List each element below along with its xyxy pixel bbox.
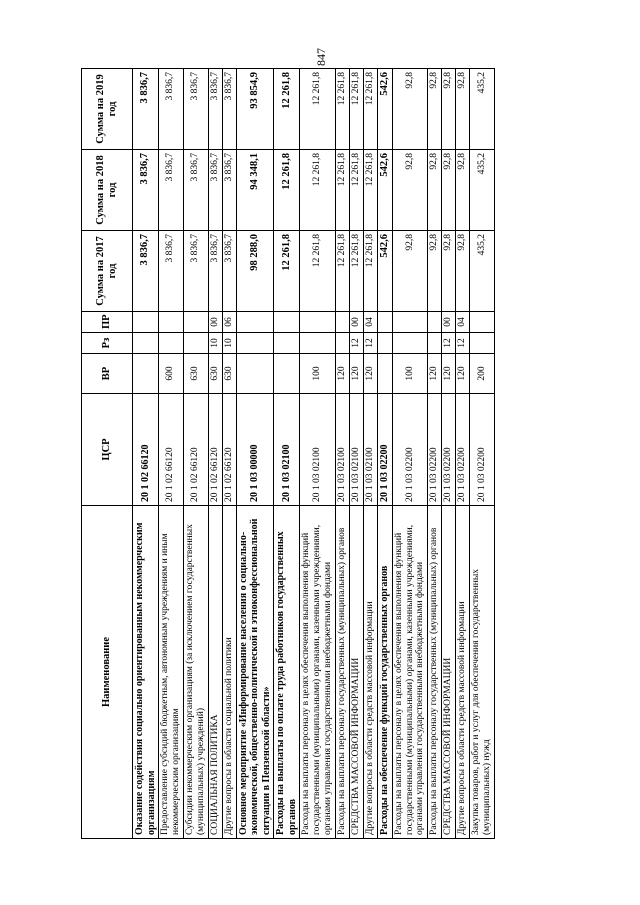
table-cell-pr (335, 312, 349, 333)
table-cell-name: Предоставление субсидий бюджетным, автономным учреждениям и иным некоммерческим организациям (159, 506, 184, 839)
header-sum-2019: Сумма на 2019 год (82, 69, 133, 150)
table-cell-csr: 20 1 03 02100 (335, 394, 349, 506)
table-cell-sum-2017: 12 261,8 (349, 231, 363, 312)
table-cell-rz (300, 333, 336, 354)
table-cell-vr: 100 (392, 354, 428, 394)
table-cell-sum-2018: 92,8 (392, 150, 428, 231)
table-cell-csr: 20 1 02 66120 (159, 394, 184, 506)
table-cell-name: Расходы на обеспечение функций государственных органов (377, 506, 392, 839)
table-cell-sum-2018: 12 261,8 (349, 150, 363, 231)
budget-table (81, 68, 495, 839)
table-cell-sum-2017: 92,8 (428, 231, 442, 312)
table-cell-name: Оказание содействия социально ориентированным некоммерческим организациям (133, 506, 159, 839)
table-cell-name: Закупка товаров, работ и услуг для обеспечения государственных (муниципальных) нужд (470, 506, 495, 839)
table-body (133, 69, 495, 839)
table-cell-vr (236, 354, 274, 394)
table-cell-name: Субсидии некоммерческим организациям (за исключением государственных (муниципальных) учреждений) (183, 506, 208, 839)
table-cell-pr (159, 312, 184, 333)
table-cell-sum-2018: 92,8 (428, 150, 442, 231)
table-row (300, 69, 336, 839)
table-cell-sum-2018: 12 261,8 (274, 150, 300, 231)
table-row (349, 69, 363, 839)
table-cell-sum-2017: 92,8 (442, 231, 456, 312)
table-cell-sum-2017: 92,8 (392, 231, 428, 312)
table-cell-sum-2019: 92,8 (428, 69, 442, 150)
table-row (392, 69, 428, 839)
table-row (442, 69, 456, 839)
table-row (208, 69, 222, 839)
table-cell-vr: 120 (363, 354, 377, 394)
table-cell-csr: 20 1 03 02200 (392, 394, 428, 506)
table-cell-vr: 630 (183, 354, 208, 394)
table-cell-csr: 20 1 02 66120 (222, 394, 236, 506)
header-vr: ВР (82, 354, 133, 394)
table-container (81, 69, 568, 839)
table-cell-csr: 20 1 03 02100 (363, 394, 377, 506)
table-cell-rz: 12 (363, 333, 377, 354)
header-sum-2018: Сумма на 2018 год (82, 150, 133, 231)
table-cell-sum-2019: 3 836,7 (159, 69, 184, 150)
table-cell-rz: 12 (349, 333, 363, 354)
table-cell-csr: 20 1 02 66120 (133, 394, 159, 506)
table-cell-pr: 04 (363, 312, 377, 333)
table-cell-vr: 120 (428, 354, 442, 394)
table-cell-csr: 20 1 03 02100 (300, 394, 336, 506)
table-cell-sum-2019: 12 261,8 (363, 69, 377, 150)
table-cell-sum-2019: 3 836,7 (133, 69, 159, 150)
table-cell-csr: 20 1 03 02100 (274, 394, 300, 506)
table-row (236, 69, 274, 839)
table-cell-pr: 00 (208, 312, 222, 333)
table-cell-sum-2018: 3 836,7 (183, 150, 208, 231)
table-row (183, 69, 208, 839)
table-cell-name: Другие вопросы в области средств массовой информации (363, 506, 377, 839)
table-cell-sum-2019: 3 836,7 (208, 69, 222, 150)
table-cell-sum-2017: 3 836,7 (183, 231, 208, 312)
table-cell-sum-2018: 3 836,7 (159, 150, 184, 231)
table-cell-csr: 20 1 03 00000 (236, 394, 274, 506)
header-pr: ПР (82, 312, 133, 333)
table-cell-vr (377, 354, 392, 394)
table-cell-sum-2017: 12 261,8 (274, 231, 300, 312)
table-cell-rz (236, 333, 274, 354)
table-cell-vr: 630 (208, 354, 222, 394)
table-row (456, 69, 470, 839)
table-cell-sum-2017: 542,6 (377, 231, 392, 312)
table-cell-name: Расходы на выплаты по оплате труда работников государственных органов (274, 506, 300, 839)
table-cell-name: Расходы на выплаты персоналу государственных (муниципальных) органов (335, 506, 349, 839)
table-cell-pr (428, 312, 442, 333)
table-cell-rz: 12 (456, 333, 470, 354)
table-cell-rz (470, 333, 495, 354)
table-cell-sum-2019: 3 836,7 (183, 69, 208, 150)
table-cell-csr: 20 1 02 66120 (208, 394, 222, 506)
table-cell-pr: 00 (349, 312, 363, 333)
table-cell-sum-2019: 12 261,8 (335, 69, 349, 150)
table-cell-name: Основное мероприятие «Информирование населения о социально-экономической, общественно-политической и этноконфессиональной ситуации в Пензенской области» (236, 506, 274, 839)
table-row (222, 69, 236, 839)
table-cell-sum-2017: 435,2 (470, 231, 495, 312)
table-cell-vr (133, 354, 159, 394)
table-cell-rz (159, 333, 184, 354)
table-cell-sum-2018: 92,8 (456, 150, 470, 231)
table-cell-vr: 120 (442, 354, 456, 394)
table-cell-pr (470, 312, 495, 333)
table-cell-sum-2018: 3 836,7 (222, 150, 236, 231)
table-cell-pr (133, 312, 159, 333)
table-cell-sum-2017: 3 836,7 (208, 231, 222, 312)
table-cell-sum-2017: 3 836,7 (159, 231, 184, 312)
table-cell-rz (274, 333, 300, 354)
table-cell-vr: 100 (300, 354, 336, 394)
page-number: 847 (314, 48, 328, 66)
table-row (428, 69, 442, 839)
table-cell-sum-2019: 12 261,8 (274, 69, 300, 150)
table-cell-rz (392, 333, 428, 354)
table-cell-sum-2019: 93 854,9 (236, 69, 274, 150)
table-row (363, 69, 377, 839)
table-cell-name: Расходы на выплаты персоналу в целях обеспечения выполнения функций государственными (муниципальными) органами, казенными учреждениями, органами управления государственными внебюджетными фондами (300, 506, 336, 839)
table-cell-csr: 20 1 03 02200 (442, 394, 456, 506)
table-cell-name: СОЦИАЛЬНАЯ ПОЛИТИКА (208, 506, 222, 839)
table-cell-sum-2019: 92,8 (392, 69, 428, 150)
table-cell-pr (377, 312, 392, 333)
header-name: Наименование (82, 506, 133, 839)
table-cell-pr (392, 312, 428, 333)
table-cell-sum-2018: 92,8 (442, 150, 456, 231)
table-cell-vr: 120 (456, 354, 470, 394)
table-cell-vr: 120 (349, 354, 363, 394)
table-cell-rz: 10 (222, 333, 236, 354)
table-cell-sum-2018: 12 261,8 (335, 150, 349, 231)
table-cell-rz (133, 333, 159, 354)
table-cell-sum-2018: 3 836,7 (208, 150, 222, 231)
table-cell-name: Расходы на выплаты персоналу государственных (муниципальных) органов (428, 506, 442, 839)
table-cell-vr: 600 (159, 354, 184, 394)
table-cell-rz: 12 (442, 333, 456, 354)
table-cell-sum-2019: 3 836,7 (222, 69, 236, 150)
table-cell-name: Другие вопросы в области социальной политики (222, 506, 236, 839)
table-cell-pr: 00 (442, 312, 456, 333)
table-row (274, 69, 300, 839)
table-cell-sum-2019: 92,8 (456, 69, 470, 150)
table-cell-rz (183, 333, 208, 354)
table-cell-sum-2019: 435,2 (470, 69, 495, 150)
table-cell-csr: 20 1 03 02200 (470, 394, 495, 506)
table-cell-pr: 04 (456, 312, 470, 333)
table-cell-sum-2019: 12 261,8 (349, 69, 363, 150)
table-cell-vr: 200 (470, 354, 495, 394)
table-cell-vr (274, 354, 300, 394)
table-cell-sum-2019: 12 261,8 (300, 69, 336, 150)
table-cell-pr (274, 312, 300, 333)
table-cell-csr: 20 1 03 02200 (428, 394, 442, 506)
table-cell-sum-2017: 92,8 (456, 231, 470, 312)
table-cell-sum-2018: 542,6 (377, 150, 392, 231)
table-cell-rz (428, 333, 442, 354)
table-cell-sum-2019: 92,8 (442, 69, 456, 150)
table-cell-csr: 20 1 03 02200 (456, 394, 470, 506)
header-sum-2017: Сумма на 2017 год (82, 231, 133, 312)
table-row (470, 69, 495, 839)
table-cell-sum-2017: 3 836,7 (133, 231, 159, 312)
table-cell-sum-2017: 12 261,8 (300, 231, 336, 312)
table-cell-rz (377, 333, 392, 354)
header-rz: Рз (82, 333, 133, 354)
table-cell-pr: 06 (222, 312, 236, 333)
table-cell-pr (183, 312, 208, 333)
table-cell-csr: 20 1 02 66120 (183, 394, 208, 506)
table-cell-csr: 20 1 03 02100 (349, 394, 363, 506)
table-cell-name: СРЕДСТВА МАССОВОЙ ИНФОРМАЦИИ (349, 506, 363, 839)
table-cell-sum-2018: 12 261,8 (363, 150, 377, 231)
table-cell-name: Расходы на выплаты персоналу в целях обеспечения выполнения функций государственными (муниципальными) органами, казенными учреждениями, органами управления государственными внебюджетными фондами (392, 506, 428, 839)
table-cell-sum-2017: 12 261,8 (335, 231, 349, 312)
table-header-row (82, 69, 133, 839)
table-cell-sum-2018: 94 348,1 (236, 150, 274, 231)
table-cell-sum-2019: 542,6 (377, 69, 392, 150)
table-row (377, 69, 392, 839)
table-cell-sum-2017: 98 288,0 (236, 231, 274, 312)
table-cell-sum-2018: 435,2 (470, 150, 495, 231)
table-row (335, 69, 349, 839)
table-row (159, 69, 184, 839)
table-cell-pr (300, 312, 336, 333)
table-cell-rz (335, 333, 349, 354)
table-cell-sum-2018: 3 836,7 (133, 150, 159, 231)
table-cell-sum-2017: 3 836,7 (222, 231, 236, 312)
table-cell-pr (236, 312, 274, 333)
table-cell-sum-2018: 12 261,8 (300, 150, 336, 231)
table-cell-vr: 630 (222, 354, 236, 394)
table-cell-name: Другие вопросы в области средств массовой информации (456, 506, 470, 839)
header-csr: ЦСР (82, 394, 133, 506)
table-row (133, 69, 159, 839)
table-cell-csr: 20 1 03 02200 (377, 394, 392, 506)
table-cell-vr: 120 (335, 354, 349, 394)
table-cell-rz: 10 (208, 333, 222, 354)
table-cell-name: СРЕДСТВА МАССОВОЙ ИНФОРМАЦИИ (442, 506, 456, 839)
table-cell-sum-2017: 12 261,8 (363, 231, 377, 312)
